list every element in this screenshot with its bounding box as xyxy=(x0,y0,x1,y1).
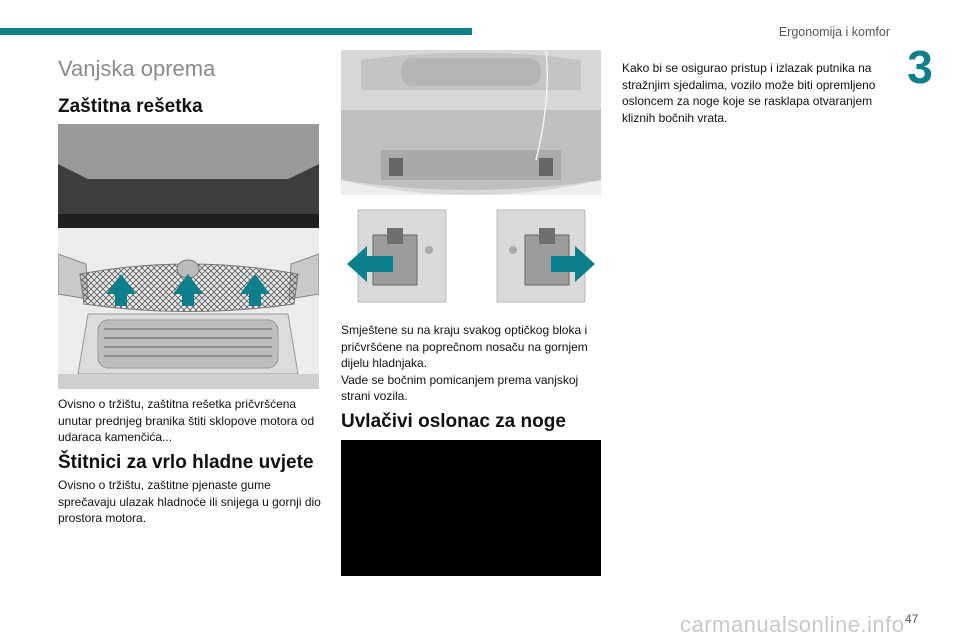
chapter-number: 3 xyxy=(907,41,933,93)
mount-text: Smještene su na kraju svakog optičkog bloka i pričvršćene na poprečnom nosaču na gornjem dijelu hladnjaka. Vade se bočnim pomicanjem prema vanjskoj strani vozila. xyxy=(341,323,588,403)
watermark-text: carmanualsonline.info xyxy=(680,612,905,637)
chapter-title: Ergonomija i komfor xyxy=(778,25,890,39)
footrest-heading: Uvlačivi oslonac za noge xyxy=(341,411,566,432)
header-accent-bar xyxy=(0,28,472,35)
cold-text: Ovisno o tržištu, zaštitne pjenaste gume sprečavaju ulazak hladnoće ili snijega u gornji dio prostora motora. xyxy=(58,478,321,525)
cold-heading: Štitnici za vrlo hladne uvjete xyxy=(58,452,314,473)
page-number: 47 xyxy=(905,612,919,626)
section-title: Vanjska oprema xyxy=(58,56,216,81)
footrest-figure xyxy=(341,440,601,576)
grille-heading: Zaštitna rešetka xyxy=(58,96,203,117)
grille-figure xyxy=(58,124,319,389)
radiator-mount-figure xyxy=(341,50,601,305)
grille-text: Ovisno o tržištu, zaštitna rešetka pričvršćena unutar prednjeg branika štiti sklopove motora od udaraca kamenčića... xyxy=(58,397,315,444)
footrest-text: Kako bi se osigurao pristup i izlazak putnika na stražnjim sjedalima, vozilo može biti opremljeno osloncem za noge koje se rasklapa otvaranjem kliznih bočnih vrata. xyxy=(622,61,876,125)
